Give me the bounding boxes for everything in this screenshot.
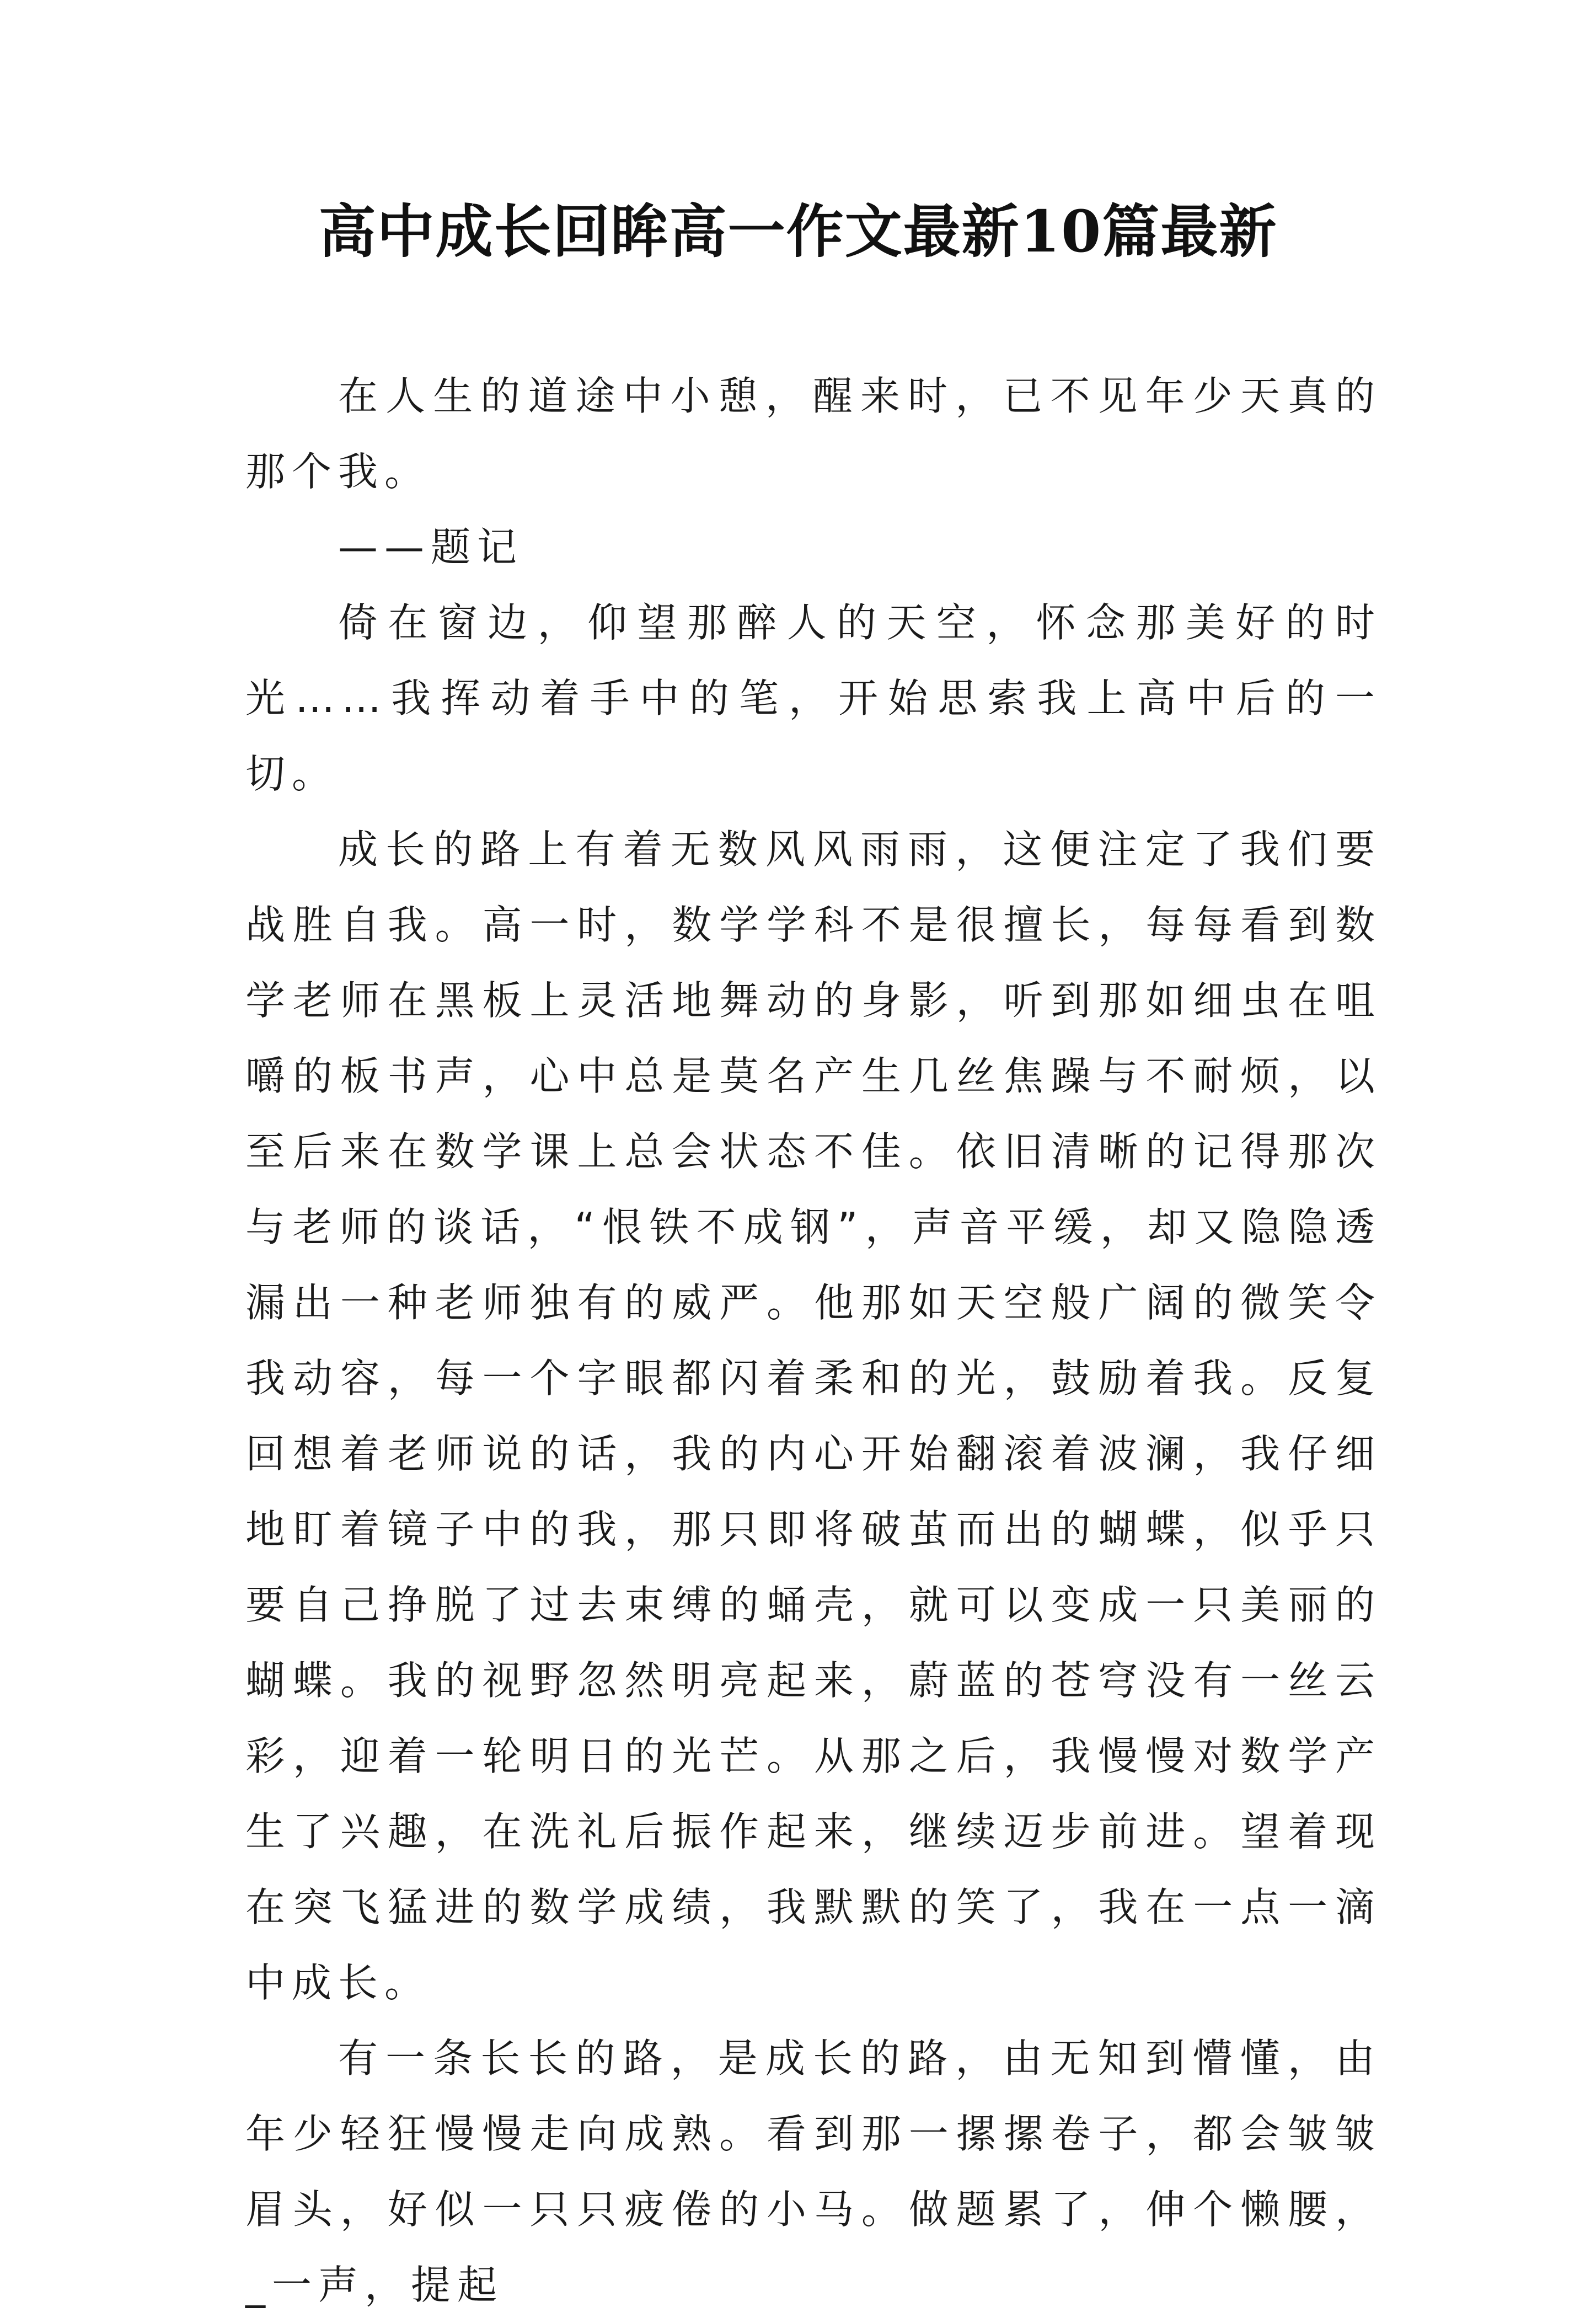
paragraph-epigraph-attribution: ——题记 <box>338 524 524 570</box>
paragraph-math-growth: 成长的路上有着无数风风雨雨，这便注定了我们要战胜自我。高一时，数学学科不是很擅长，每每看到数学老师在黑板上灵活地舞动的身影，听到那如细虫在咀嚼的板书声，心中总是莫名产生几丝焦躁与不耐烦，以至后来在数学课上总会状态不佳。依旧清晰的记得那次与老师的谈话，“恨铁不成钢”，声音平缓，却又隐隐透漏出一种老师独有的威严。他那如天空般广阔的微笑令我动容，每一个字眼都闪着柔和的光，鼓励着我。反复回想着老师说的话，我的内心开始翻滚着波澜，我仔细地盯着镜子中的我，那只即将破茧而出的蝴蝶，似乎只要自己挣脱了过去束缚的蛹壳，就可以变成一只美丽的蝴蝶。我的视野忽然明亮起来，蔚蓝的苍穹没有一丝云彩，迎着一轮明日的光芒。从那之后，我慢慢对数学产生了兴趣，在洗礼后振作起来，继续迈步前进。望着现在突飞猛进的数学成绩，我默默的笑了，我在一点一滴中成长。 <box>245 826 1381 2006</box>
paragraph-long-road: 有一条长长的路，是成长的路，由无知到懵懂，由年少轻狂慢慢走向成熟。看到那一摞摞卷子，都会皱皱眉头，好似一只只疲倦的小马。做题累了，伸个懒腰，_一声，提起 <box>245 2035 1381 2308</box>
document-title: 高中成长回眸高一作文最新10篇最新 <box>318 197 1278 265</box>
paragraph-epigraph: 在人生的道途中小憩，醒来时，已不见年少天真的那个我。 <box>245 373 1381 495</box>
paragraph-window: 倚在窗边，仰望那醉人的天空，怀念那美好的时光……我挥动着手中的笔，开始思索我上高中后的一切。 <box>245 600 1381 797</box>
document-body <box>245 358 1381 2323</box>
